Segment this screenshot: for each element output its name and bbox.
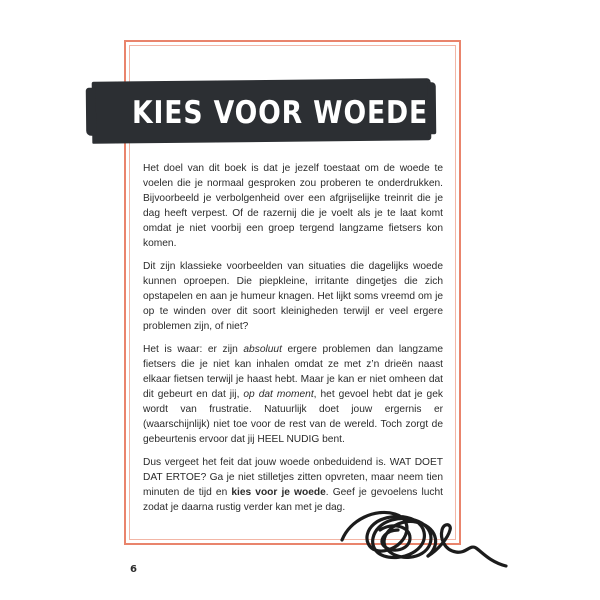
paragraph-3-emphasis-absoluut: absoluut bbox=[243, 344, 282, 355]
paragraph-4-bold-kies-voor-je-woede: kies voor je woede bbox=[231, 487, 326, 498]
paragraph-3-text-3: , het gevoel hebt dat je gek wordt van frustratie. Natuurlijk doet jouw ergernis er (waarschijnlijk) niet toe voor de rest van de wereld. Toch zorgt de gebeurtenis ervoor dat jij HEEL NUDIG bent. bbox=[143, 389, 443, 445]
page-title: KIES VOOR WOEDE bbox=[132, 95, 429, 131]
paragraph-3-text-1: Het is waar: er zijn bbox=[143, 344, 244, 355]
paragraph-3-text-2: ergere problemen dan langzame fietsers die je niet kan inhalen omdat ze met z’n drieën naast elkaar fietsen terwijl je haast hebt. Maar je kan er niet omheen dat dit gebeurt en dat jij, bbox=[143, 344, 444, 400]
paragraph-4-text-2: . Geef je gevoelens lucht zodat je daarna rustig verder kan met je dag. bbox=[143, 487, 443, 513]
paragraph-1: Het doel van dit boek is dat je jezelf toestaat om de woede te voelen die je normaal gesproken zou proberen te onderdrukken. Bijvoorbeeld je verbolgenheid over een afgrijselijke treinrit die je dag heeft verpest. Of de razernij die je voelt als je te laat komt omdat je niet voorbij een groep tergend langzame fietsers kon komen. bbox=[143, 163, 443, 249]
paragraph-2: Dit zijn klassieke voorbeelden van situaties die dagelijks woede kunnen oproepen. Die piepkleine, irritante dingetjes die zich opstapelen en aan je humeur knagen. Het lijkt soms vreemd om je op te winden over dit soort kleinigheden terwijl er veel ergere problemen zijn, of niet? bbox=[143, 261, 443, 332]
page-number: 6 bbox=[130, 564, 137, 575]
paragraph-4-text-1: Dus vergeet het feit dat jouw woede onbeduidend is. WAT DOET DAT ERTOE? Ga je niet stilletjes zitten opvreten, maar neem tien minuten de tijd en bbox=[143, 457, 443, 498]
body-text bbox=[143, 161, 443, 523]
scribble-doodle-icon bbox=[340, 500, 510, 580]
paragraph-3-emphasis-op-dat-moment: op dat moment bbox=[243, 389, 314, 400]
paragraph-3 bbox=[143, 342, 443, 447]
